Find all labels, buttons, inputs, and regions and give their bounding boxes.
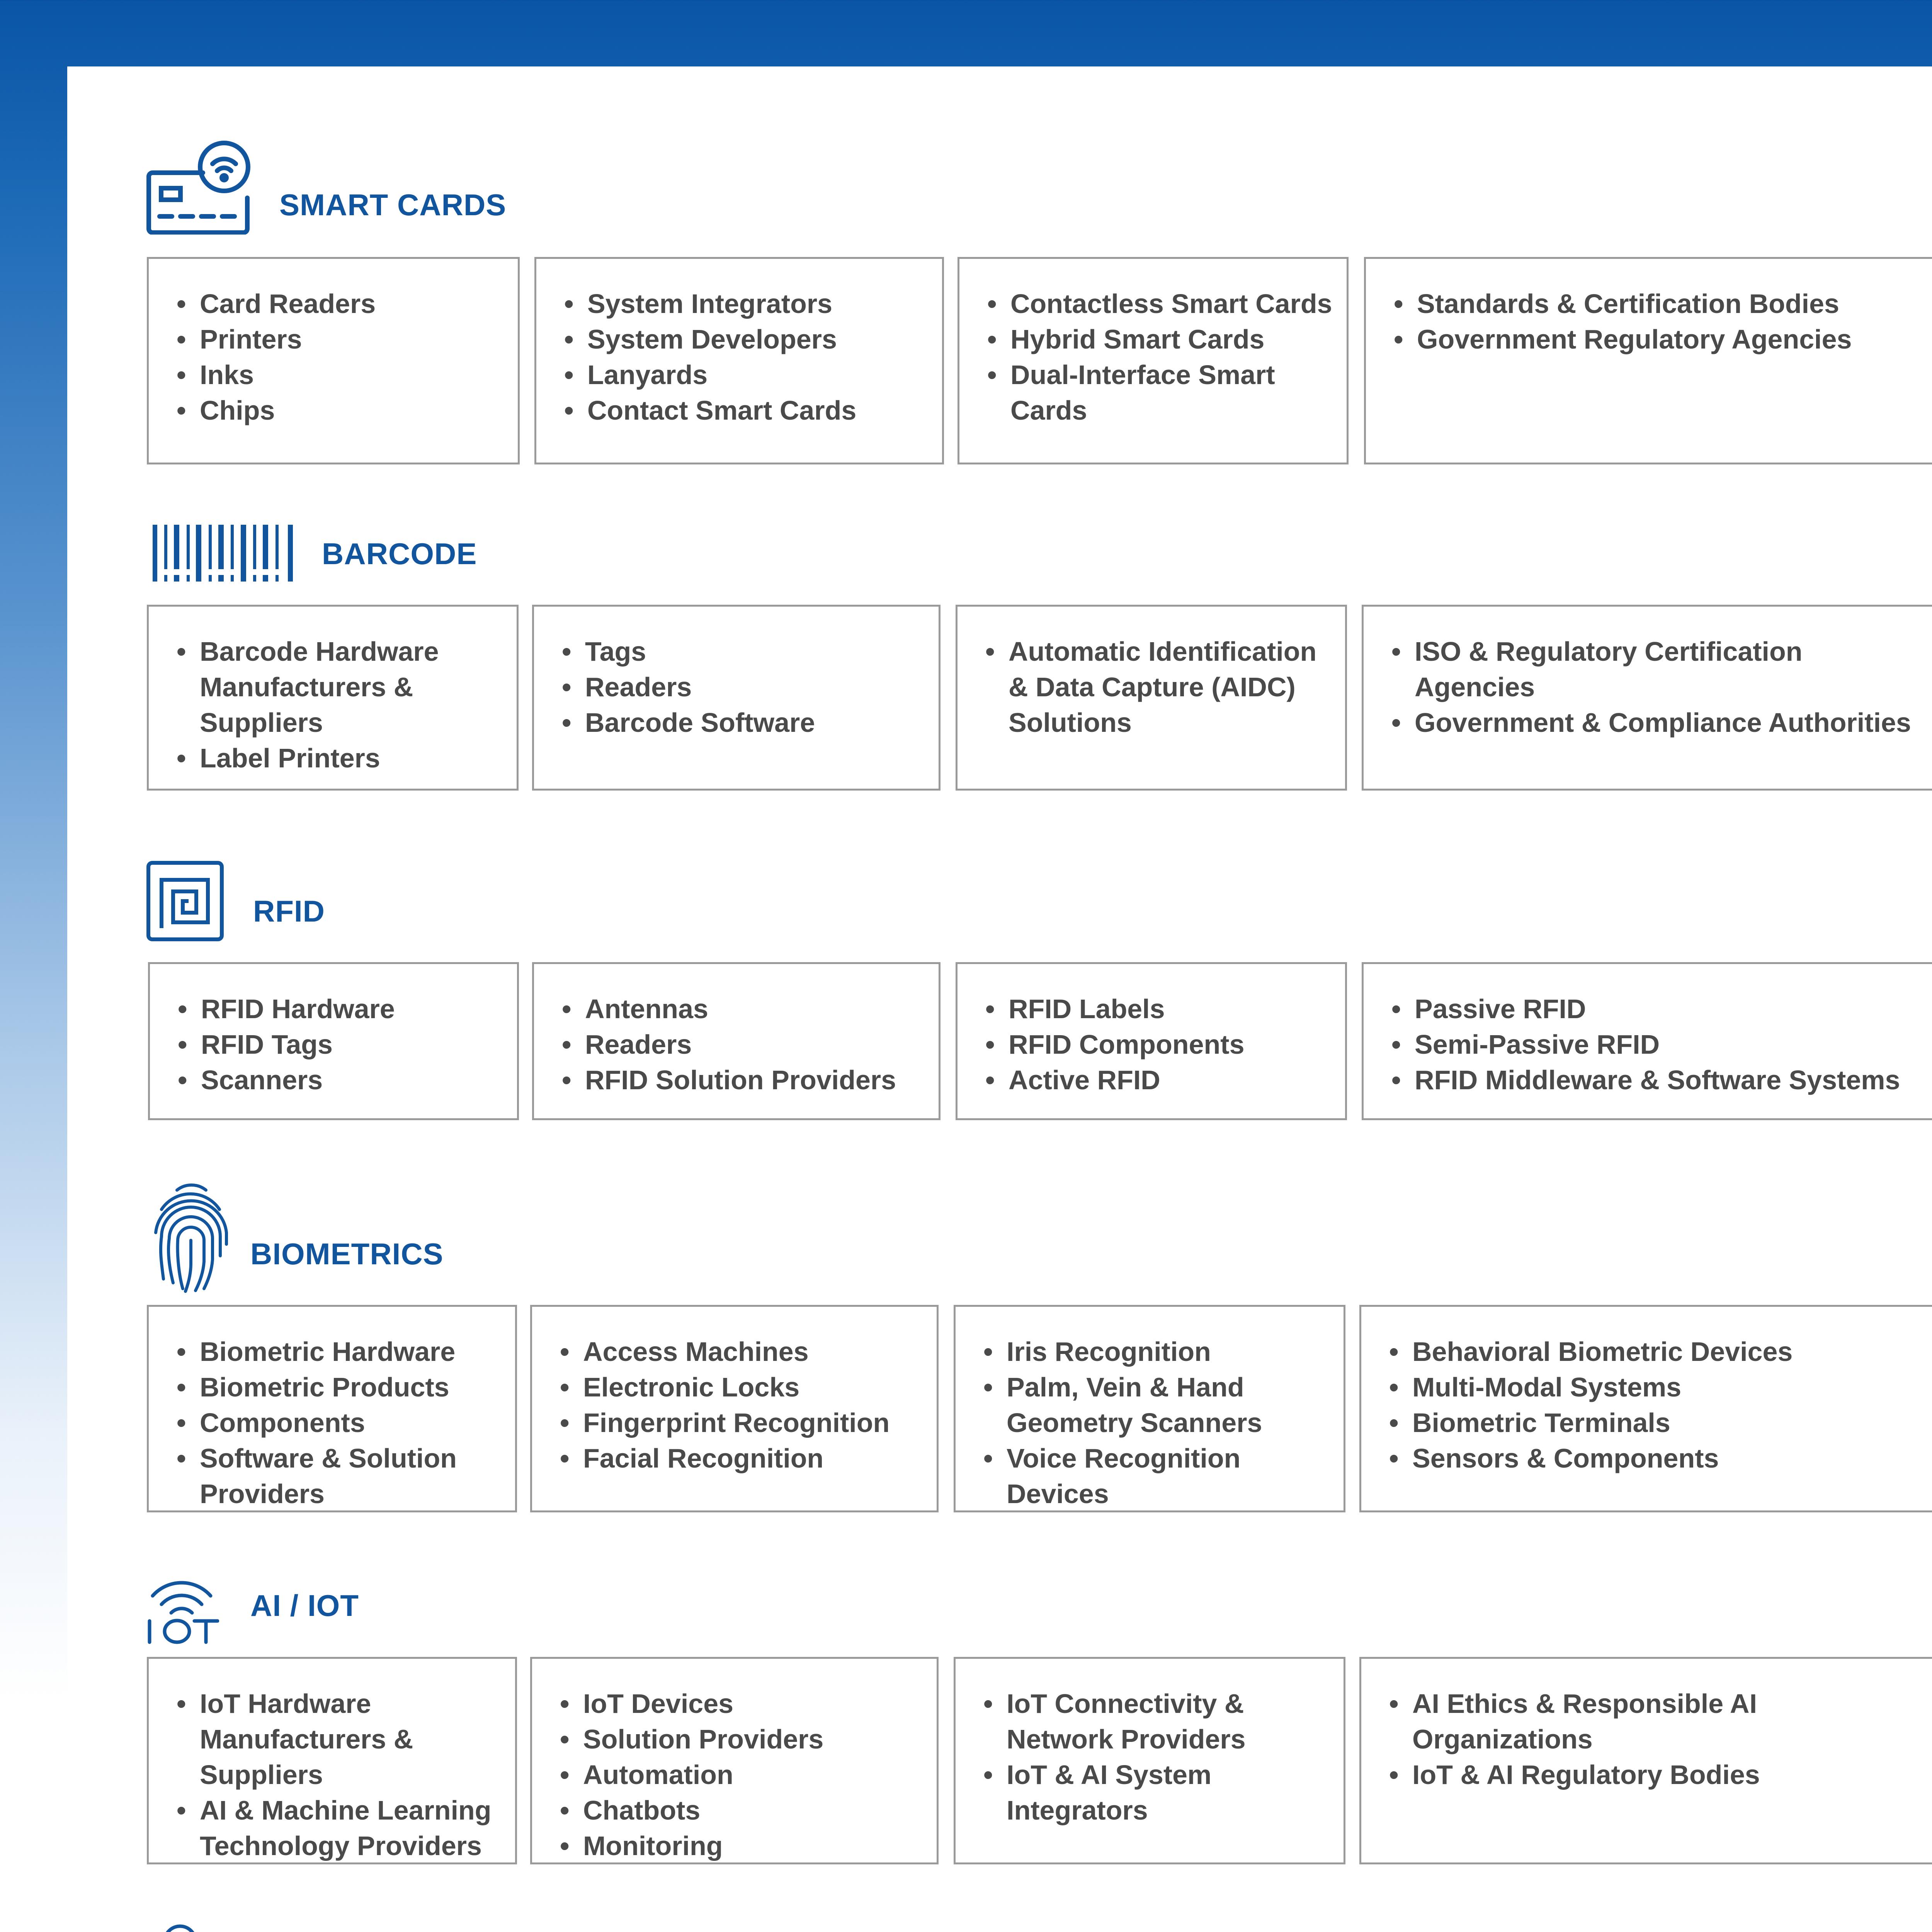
list-item: • Readers — [562, 669, 931, 705]
padlock-password-icon — [145, 1924, 215, 1932]
list-item: • Chips — [177, 393, 510, 428]
barcode-column-4 — [1362, 605, 1932, 791]
list-item: • Antennas — [562, 991, 931, 1027]
barcode-column-3 — [956, 605, 1347, 791]
list-item: • Tags — [562, 634, 931, 669]
list-item: • System Integrators — [564, 286, 934, 321]
list-item: • Card Readers — [177, 286, 510, 321]
list-item: • Biometric Hardware — [177, 1334, 507, 1369]
list-item: • RFID Labels — [985, 991, 1337, 1027]
barcode-column-1 — [147, 605, 519, 791]
list-item: • RFID Hardware — [178, 991, 509, 1027]
list-item: • Automatic Identification & Data Capture (AIDC) Solutions — [985, 634, 1337, 740]
list-item: • Chatbots — [560, 1793, 929, 1828]
list-item: • RFID Tags — [178, 1027, 509, 1062]
list-item: • Sensors & Components — [1389, 1440, 1928, 1476]
list-item: • Iris Recognition — [983, 1334, 1336, 1369]
list-item: • RFID Solution Providers — [562, 1062, 931, 1098]
section-title-barcode: BARCODE — [322, 537, 477, 571]
list-item: • Barcode Software — [562, 705, 931, 740]
list-item: • Semi-Passive RFID — [1391, 1027, 1929, 1062]
list-item: • Government & Compliance Authorities — [1391, 705, 1929, 740]
biometrics-column-1 — [147, 1305, 517, 1512]
smart-cards-column-4 — [1364, 257, 1932, 464]
list-item: • IoT Connectivity & Network Providers — [983, 1686, 1336, 1757]
biometrics-column-4 — [1359, 1305, 1932, 1512]
smart-cards-column-3 — [957, 257, 1349, 464]
list-item: • Passive RFID — [1391, 991, 1929, 1027]
list-item: • RFID Middleware & Software Systems — [1391, 1062, 1929, 1098]
barcode-column-2 — [532, 605, 940, 791]
list-item: • Facial Recognition — [560, 1440, 929, 1476]
list-item: • Components — [177, 1405, 507, 1440]
section-title-biometrics: BIOMETRICS — [250, 1237, 444, 1271]
list-item: • Multi-Modal Systems — [1389, 1369, 1928, 1405]
section-title-smart-cards: SMART CARDS — [279, 188, 507, 222]
list-item: • RFID Components — [985, 1027, 1337, 1062]
list-item: • Standards & Certification Bodies — [1394, 286, 1930, 321]
rfid-column-1 — [148, 962, 519, 1120]
list-item: • Contactless Smart Cards — [987, 286, 1339, 321]
list-item: • Government Regulatory Agencies — [1394, 321, 1930, 357]
list-item: • Readers — [562, 1027, 931, 1062]
fingerprint-icon — [150, 1179, 232, 1294]
list-item: • Solution Providers — [560, 1721, 929, 1757]
ai-iot-column-3 — [954, 1657, 1345, 1864]
list-item: • IoT Devices — [560, 1686, 929, 1721]
list-item: • Barcode Hardware Manufacturers & Suppliers — [177, 634, 509, 740]
list-item: • Contact Smart Cards — [564, 393, 934, 428]
rfid-chip-icon — [146, 861, 224, 942]
ai-iot-column-4 — [1359, 1657, 1932, 1864]
list-item: • Label Printers — [177, 740, 509, 776]
list-item: • Electronic Locks — [560, 1369, 929, 1405]
ai-iot-column-1 — [147, 1657, 517, 1864]
list-item: • ISO & Regulatory Certification Agencies — [1391, 634, 1929, 705]
list-item: • Fingerprint Recognition — [560, 1405, 929, 1440]
list-item: • Behavioral Biometric Devices — [1389, 1334, 1928, 1369]
list-item: • Voice Recognition Devices — [983, 1440, 1336, 1512]
list-item: • System Developers — [564, 321, 934, 357]
list-item: • Palm, Vein & Hand Geometry Scanners — [983, 1369, 1336, 1440]
section-title-rfid: RFID — [253, 894, 325, 928]
list-item: • IoT Hardware Manufacturers & Suppliers — [177, 1686, 507, 1793]
section-title-ai-iot: AI / IOT — [250, 1588, 359, 1622]
rfid-column-4 — [1362, 962, 1932, 1120]
smart-cards-column-2 — [534, 257, 944, 464]
smart-card-icon — [145, 140, 251, 235]
list-item: • Hybrid Smart Cards — [987, 321, 1339, 357]
list-item: • Access Machines — [560, 1334, 929, 1369]
list-item: • Inks — [177, 357, 510, 393]
ai-iot-column-2 — [530, 1657, 939, 1864]
rfid-column-2 — [532, 962, 940, 1120]
smart-cards-column-1 — [147, 257, 520, 464]
list-item: • Monitoring — [560, 1828, 929, 1864]
list-item: • AI & Machine Learning Technology Providers — [177, 1793, 507, 1864]
list-item: • Automation — [560, 1757, 929, 1793]
rfid-column-3 — [956, 962, 1347, 1120]
list-item: • Active RFID — [985, 1062, 1337, 1098]
list-item: • Biometric Products — [177, 1369, 507, 1405]
barcode-icon — [153, 525, 294, 582]
list-item: • Dual-Interface Smart Cards — [987, 357, 1339, 428]
list-item: • Printers — [177, 321, 510, 357]
list-item: • AI Ethics & Responsible AI Organizations — [1389, 1686, 1928, 1757]
list-item: • Biometric Terminals — [1389, 1405, 1928, 1440]
list-item: • Software & Solution Providers — [177, 1440, 507, 1512]
iot-signal-icon — [144, 1573, 219, 1644]
list-item: • IoT & AI Regulatory Bodies — [1389, 1757, 1928, 1793]
list-item: • Lanyards — [564, 357, 934, 393]
biometrics-column-3 — [954, 1305, 1345, 1512]
list-item: • IoT & AI System Integrators — [983, 1757, 1336, 1828]
biometrics-column-2 — [530, 1305, 939, 1512]
list-item: • Scanners — [178, 1062, 509, 1098]
